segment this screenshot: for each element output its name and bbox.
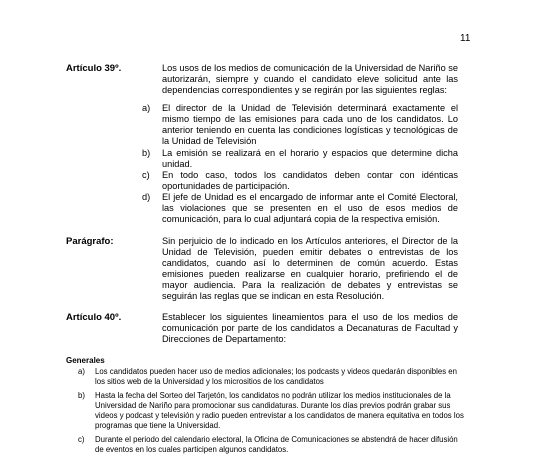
list-item-text: Durante el periodo del calendario electoral, la Oficina de Comunicaciones se abstendrá de hacer difusión de eventos en los cuales participen algunos candidatos. — [95, 435, 458, 454]
article-40-label: Artículo 40º. — [66, 312, 122, 323]
list-marker: b) — [78, 391, 85, 400]
list-marker: b) — [142, 148, 151, 158]
article-39-label: Artículo 39º. — [66, 63, 122, 74]
list-marker: c) — [78, 435, 85, 444]
generales-heading: Generales — [66, 356, 105, 365]
paragrafo-text: Sin perjuicio de lo indicado en los Artículos anteriores, el Director de la Unidad de Televisión, pueden emitir debates o entrevistas de los candidatos, cuando así lo determinen de común acuerdo. Estas emisiones pueden realizarse en cualquier horario, prefiriendo el de mayor audiencia. Para la realización de debates y entrevistas se seguirán las reglas que se indican en esta Resolución. — [162, 236, 458, 301]
list-marker: d) — [142, 192, 151, 202]
list-item-text: El director de la Unidad de Televisión determinará exactamente el mismo tiempo de las emisiones para cada uno de los candidatos. Lo anterior teniendo en cuenta las condiciones logísticas y tecnológicas de la Unidad de Televisión — [162, 103, 458, 146]
list-marker: a) — [78, 367, 85, 376]
list-item-text: En todo caso, todos los candidatos deben contar con idénticas oportunidades de participación. — [162, 170, 458, 191]
list-item-text: Los candidatos pueden hacer uso de medios adicionales; los podcasts y videos quedarán disponibles en los sitios web de la Universidad y los micrositios de los candidatos — [95, 367, 457, 386]
article-40-text: Establecer los siguientes lineamientos para el uso de los medios de comunicación por parte de los candidatos a Decanaturas de Facultad y Direcciones de Departamento: — [162, 312, 458, 344]
list-item-text: El jefe de Unidad es el encargado de informar ante el Comité Electoral, las violaciones que se presenten en el uso de esos medios de comunicación, para lo cual adjuntará copia de la respectiva emisión. — [162, 192, 458, 224]
list-item-text: Hasta la fecha del Sorteo del Tarjetón, los candidatos no podrán utilizar los medios institucionales de la Universidad de Nariño para promocionar sus candidaturas. Durante los días previos podrán grabar sus videos y podcast y televisión y radio pueden entrevistar a los candidatos de manera equitativa en todos los programas que tiene la Universidad. — [95, 391, 464, 430]
paragrafo-label: Parágrafo: — [66, 236, 114, 247]
list-marker: c) — [142, 170, 150, 180]
page-number: 11 — [460, 33, 471, 44]
list-item-text: La emisión se realizará en el horario y espacios que determine dicha unidad. — [162, 148, 458, 169]
list-marker: a) — [142, 103, 151, 113]
article-39-text: Los usos de los medios de comunicación de la Universidad de Nariño se autorizarán, siempre y cuando el candidato eleve solicitud ante las dependencias correspondientes y se regirán por las siguientes reglas: — [162, 63, 458, 95]
